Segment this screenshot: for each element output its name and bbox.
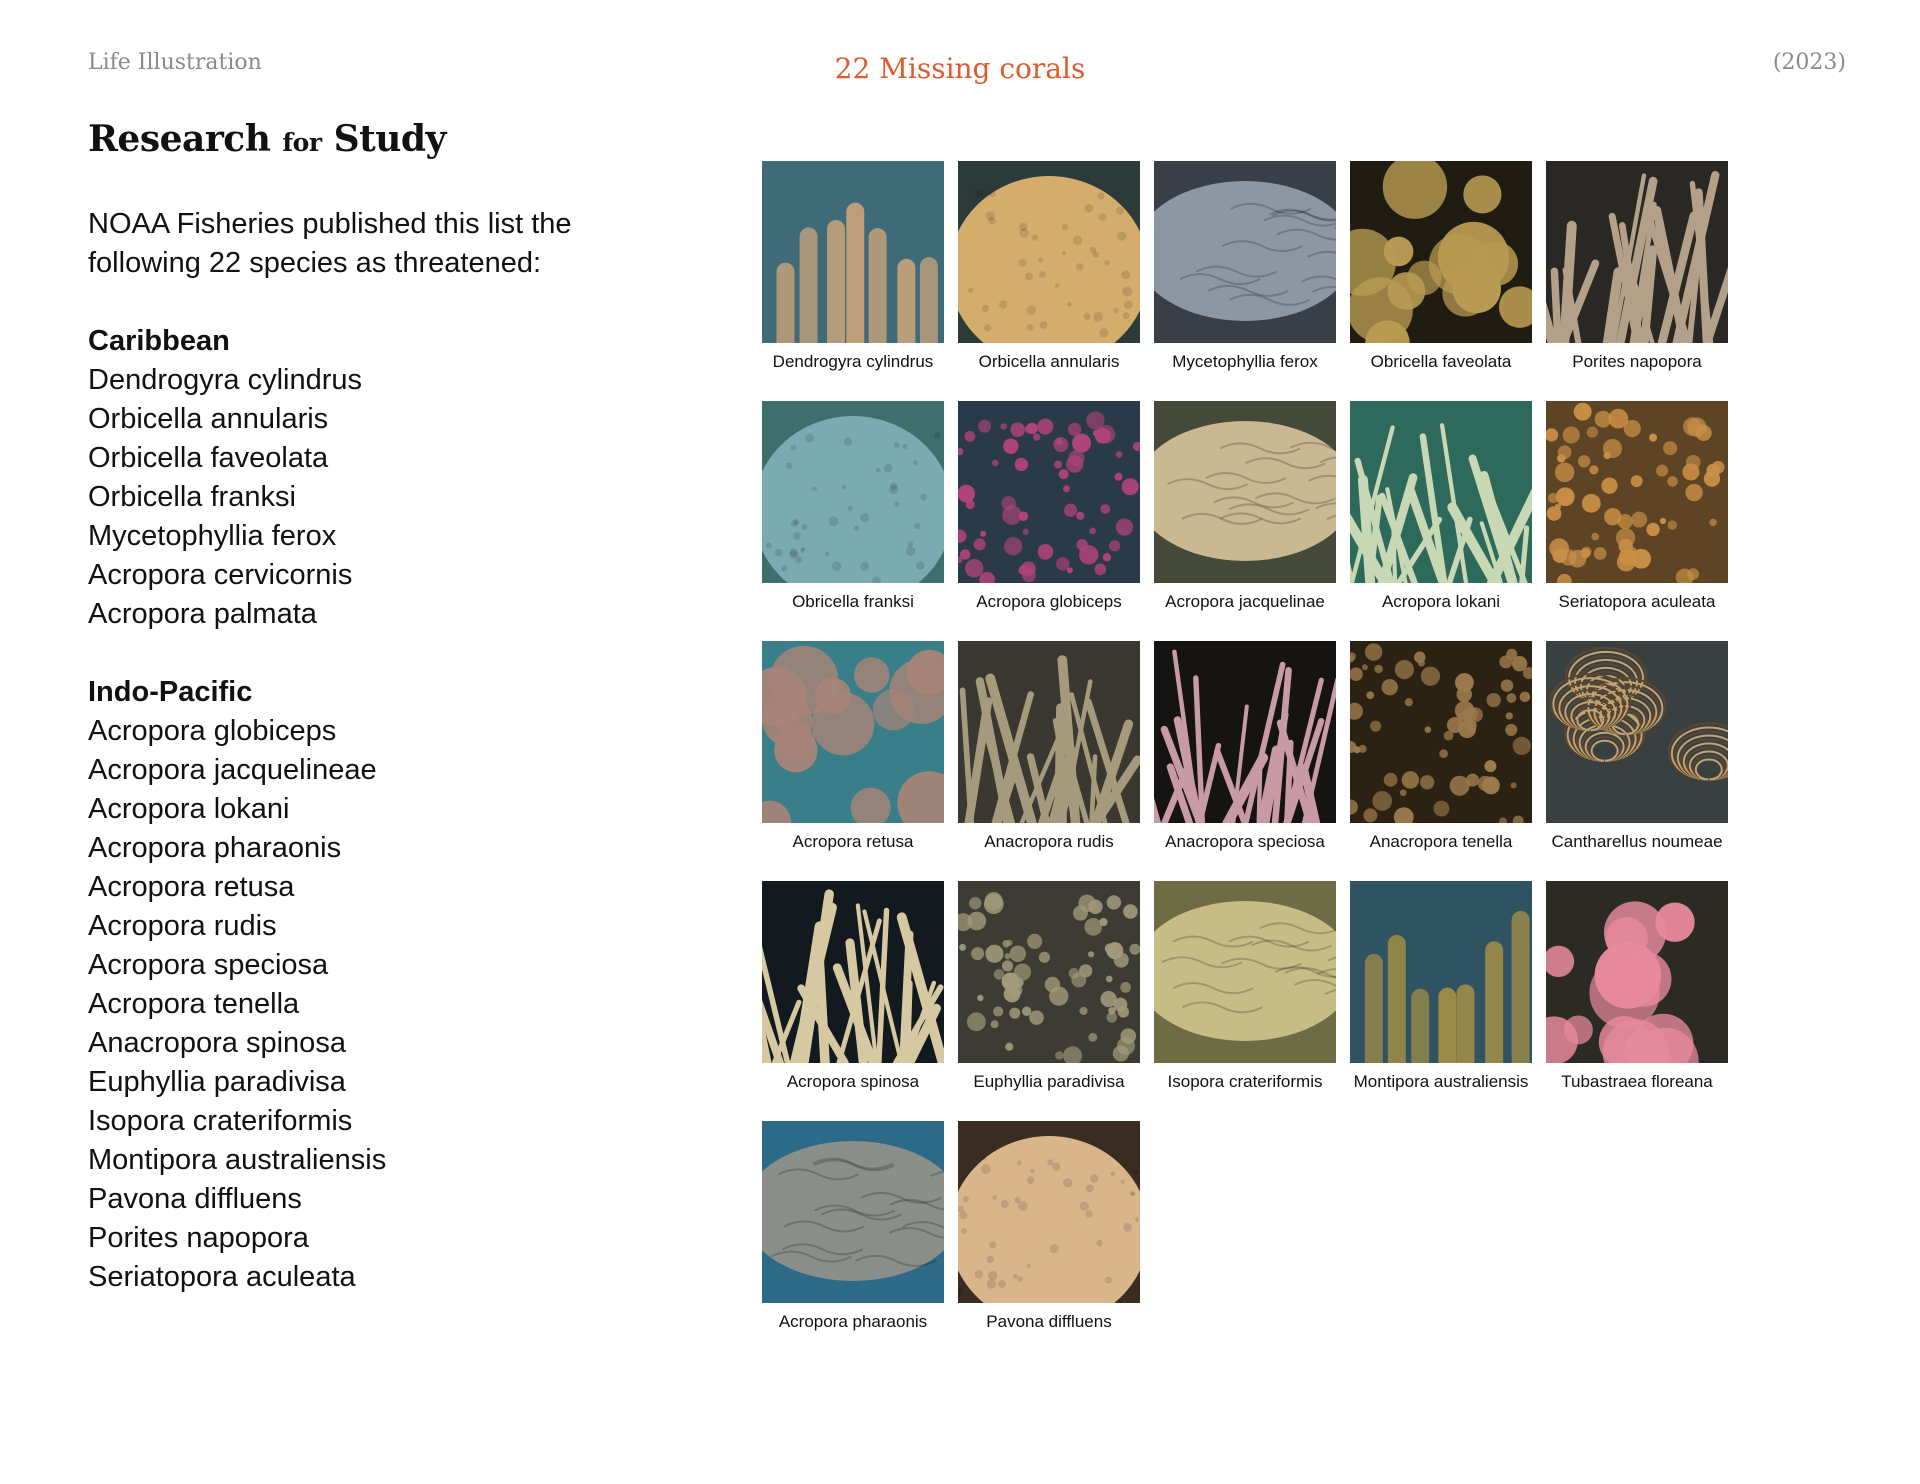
coral-caption: Mycetophyllia ferox bbox=[1172, 352, 1318, 371]
coral-tile bbox=[1350, 641, 1532, 852]
coral-tile bbox=[1154, 161, 1336, 372]
page-title-header: 22 Missing corals bbox=[834, 52, 1086, 85]
coral-photo bbox=[762, 1121, 944, 1303]
coral-caption: Porites napopora bbox=[1572, 352, 1702, 371]
indopacific-list bbox=[88, 712, 386, 1297]
coral-photo bbox=[958, 161, 1140, 343]
coral-photo bbox=[1546, 401, 1728, 583]
species-item: Acropora speciosa bbox=[88, 949, 329, 981]
coral-tile bbox=[958, 1121, 1140, 1332]
section-title bbox=[88, 118, 446, 160]
species-item: Dendrogyra cylindrus bbox=[88, 364, 363, 396]
caribbean-heading: Caribbean bbox=[88, 325, 230, 357]
coral-photo bbox=[762, 881, 944, 1063]
coral-tile bbox=[762, 881, 944, 1092]
coral-caption: Isopora crateriformis bbox=[1167, 1072, 1323, 1091]
coral-tile bbox=[958, 641, 1140, 852]
coral-tile bbox=[958, 881, 1140, 1092]
species-item: Acropora cervicornis bbox=[88, 559, 353, 591]
species-item: Acropora palmata bbox=[88, 598, 317, 630]
species-item: Seriatopora aculeata bbox=[88, 1261, 356, 1293]
coral-photo bbox=[1350, 641, 1532, 823]
coral-photo bbox=[1154, 641, 1336, 823]
coral-caption: Acropora pharaonis bbox=[778, 1312, 928, 1331]
species-item: Euphyllia paradivisa bbox=[88, 1066, 346, 1098]
coral-caption: Pavona diffluens bbox=[986, 1312, 1112, 1331]
coral-caption: Acropora spinosa bbox=[786, 1072, 920, 1091]
title-part-1: Research bbox=[88, 118, 283, 160]
coral-caption: Montipora australiensis bbox=[1353, 1072, 1529, 1091]
coral-photo bbox=[762, 641, 944, 823]
coral-tile bbox=[1546, 881, 1728, 1092]
coral-tile bbox=[1350, 881, 1532, 1092]
coral-photo bbox=[958, 641, 1140, 823]
coral-tile bbox=[1546, 641, 1728, 852]
coral-photo bbox=[1546, 641, 1728, 823]
species-lists bbox=[88, 322, 386, 1297]
coral-caption: Obricella faveolata bbox=[1370, 352, 1512, 371]
coral-photo bbox=[1546, 881, 1728, 1063]
coral-photo bbox=[958, 1121, 1140, 1303]
coral-photo bbox=[762, 161, 944, 343]
coral-tile bbox=[762, 161, 944, 372]
coral-caption: Seriatopora aculeata bbox=[1558, 592, 1716, 611]
coral-caption: Dendrogyra cylindrus bbox=[772, 352, 934, 371]
coral-photo bbox=[1350, 161, 1532, 343]
title-part-2: for bbox=[282, 128, 322, 157]
species-item: Isopora crateriformis bbox=[88, 1105, 353, 1137]
species-item: Acropora pharaonis bbox=[88, 832, 342, 864]
coral-photo bbox=[1350, 881, 1532, 1063]
species-item: Orbicella franksi bbox=[88, 481, 296, 513]
species-item: Acropora rudis bbox=[88, 910, 277, 942]
coral-caption: Acropora lokani bbox=[1381, 592, 1501, 611]
coral-photo bbox=[958, 401, 1140, 583]
species-item: Acropora tenella bbox=[88, 988, 300, 1020]
coral-tile bbox=[1154, 401, 1336, 612]
intro-text: NOAA Fisheries published this list the following 22 species as threatened: bbox=[88, 208, 572, 279]
header-left-label: Life Illustration bbox=[88, 50, 262, 75]
coral-photo bbox=[762, 401, 944, 583]
coral-caption: Acropora globiceps bbox=[976, 592, 1122, 611]
coral-caption: Tubastraea floreana bbox=[1561, 1072, 1713, 1091]
species-item: Anacropora spinosa bbox=[88, 1027, 346, 1059]
coral-photo bbox=[958, 881, 1140, 1063]
coral-caption: Obricella franksi bbox=[792, 592, 914, 611]
coral-photo bbox=[1350, 401, 1532, 583]
coral-tile bbox=[762, 401, 944, 612]
coral-photo bbox=[1154, 401, 1336, 583]
coral-caption: Cantharellus noumeae bbox=[1551, 832, 1723, 851]
coral-photo bbox=[1154, 881, 1336, 1063]
coral-tile bbox=[1154, 641, 1336, 852]
coral-caption: Acropora retusa bbox=[792, 832, 914, 851]
coral-caption: Anacropora tenella bbox=[1369, 832, 1513, 851]
coral-tile bbox=[1350, 161, 1532, 372]
header-year: (2023) bbox=[1772, 50, 1846, 75]
coral-caption: Acropora jacquelinae bbox=[1165, 592, 1325, 611]
coral-photo bbox=[1546, 161, 1728, 343]
coral-tile bbox=[762, 1121, 944, 1332]
species-item: Montipora australiensis bbox=[88, 1144, 387, 1176]
species-item: Orbicella annularis bbox=[88, 403, 329, 435]
coral-tile bbox=[958, 161, 1140, 372]
species-item: Acropora jacquelineae bbox=[88, 754, 377, 786]
caribbean-list bbox=[88, 361, 386, 634]
coral-caption: Orbicella annularis bbox=[978, 352, 1120, 371]
species-item: Acropora globiceps bbox=[88, 715, 337, 747]
species-item: Acropora lokani bbox=[88, 793, 290, 825]
coral-tile bbox=[1154, 881, 1336, 1092]
coral-caption: Euphyllia paradivisa bbox=[973, 1072, 1125, 1091]
coral-tile bbox=[1546, 401, 1728, 612]
coral-tile bbox=[958, 401, 1140, 612]
coral-caption: Anacropora speciosa bbox=[1165, 832, 1325, 851]
species-item: Pavona diffluens bbox=[88, 1183, 302, 1215]
coral-tile bbox=[1350, 401, 1532, 612]
indopacific-heading: Indo-Pacific bbox=[88, 676, 253, 708]
species-item: Porites napopora bbox=[88, 1222, 309, 1254]
title-part-3: Study bbox=[321, 118, 446, 160]
coral-tile bbox=[762, 641, 944, 852]
coral-tile bbox=[1546, 161, 1728, 372]
species-item: Orbicella faveolata bbox=[88, 442, 329, 474]
coral-caption: Anacropora rudis bbox=[984, 832, 1114, 851]
coral-photo bbox=[1154, 161, 1336, 343]
species-item: Mycetophyllia ferox bbox=[88, 520, 337, 552]
species-item: Acropora retusa bbox=[88, 871, 295, 903]
